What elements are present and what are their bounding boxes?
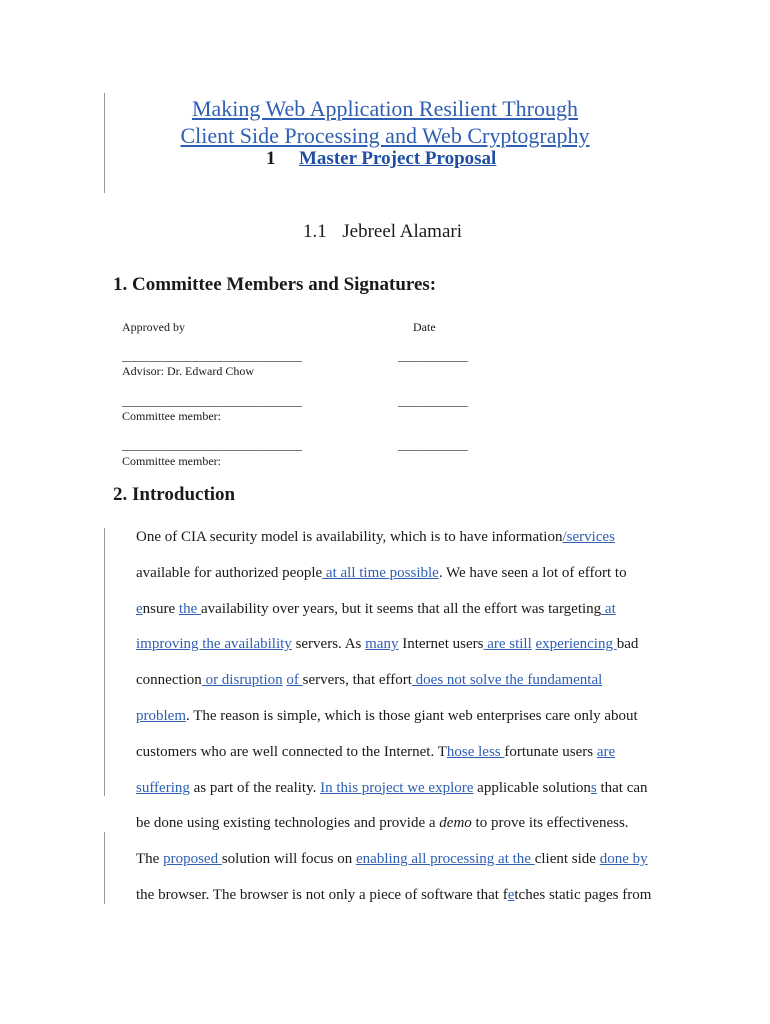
subsection-heading bbox=[303, 221, 462, 243]
tracked-insertion: done by bbox=[599, 851, 648, 868]
text-run: solution will focus on bbox=[221, 851, 356, 868]
text-run: demo bbox=[439, 815, 472, 832]
signature-line: _______________________________ bbox=[122, 438, 302, 452]
text-run: availability over years, but it seems that all the effort was targeting bbox=[201, 600, 602, 617]
document-title-line-1: Making Web Application Resilient Through bbox=[191, 96, 579, 121]
text-run: . We have seen a lot of effort to bbox=[438, 564, 627, 581]
text-run: client side bbox=[534, 851, 600, 868]
date-line: ____________ bbox=[398, 394, 468, 408]
text-run: nsure bbox=[142, 600, 179, 617]
tracked-insertion: of bbox=[286, 672, 303, 689]
tracked-insertion: e bbox=[136, 600, 143, 617]
text-run: connection bbox=[136, 672, 202, 689]
text-run: as part of the reality. bbox=[189, 779, 321, 796]
tracked-insertion: hose less bbox=[446, 743, 505, 760]
approved-by-label: Approved by bbox=[122, 320, 185, 334]
tracked-insertion: enabling all processing at the bbox=[356, 851, 535, 868]
introduction-heading: 2. Introduction bbox=[113, 484, 236, 505]
paragraph-line bbox=[136, 851, 648, 868]
paragraph-line bbox=[136, 780, 648, 797]
date-label: Date bbox=[413, 320, 436, 334]
paragraph-line bbox=[136, 708, 638, 725]
paragraph-line bbox=[136, 744, 615, 761]
committee-heading: 1. Committee Members and Signatures: bbox=[113, 274, 437, 295]
tracked-insertion: /services bbox=[562, 529, 615, 545]
text-run: One of CIA security model is availability, which is to have information bbox=[136, 529, 563, 545]
text-run: that can bbox=[596, 779, 648, 796]
document-title-line-2: Client Side Processing and Web Cryptography bbox=[180, 123, 590, 148]
text-run: to prove its effectiveness. bbox=[471, 815, 629, 832]
tracked-insertion: problem bbox=[136, 708, 186, 724]
subsection-number: 1.1 bbox=[303, 221, 327, 242]
text-run: be done using existing technologies and provide a bbox=[136, 815, 440, 832]
paragraph-line bbox=[136, 601, 616, 618]
text-run: customers who are well connected to the Internet. T bbox=[136, 743, 447, 760]
tracked-insertion: s bbox=[590, 779, 597, 796]
text-run: fortunate users bbox=[504, 743, 597, 760]
tracked-insertion: the bbox=[178, 600, 201, 617]
text-run: available for authorized people bbox=[136, 564, 323, 581]
signature-role: Committee member: bbox=[122, 454, 221, 468]
paragraph-line bbox=[136, 815, 629, 832]
tracked-insertion: at bbox=[601, 600, 616, 617]
change-bar bbox=[104, 528, 105, 796]
change-bar bbox=[104, 832, 105, 904]
section-title: Master Project Proposal bbox=[299, 148, 497, 169]
tracked-insertion: In this project we explore bbox=[320, 779, 474, 796]
paragraph-line bbox=[136, 565, 627, 582]
signature-line: _______________________________ bbox=[122, 349, 302, 363]
paragraph-line bbox=[136, 887, 651, 904]
text-run: . The reason is simple, which is those giant web enterprises care only about bbox=[186, 708, 638, 724]
paragraph-line bbox=[136, 529, 615, 546]
signature-role: Advisor: Dr. Edward Chow bbox=[122, 364, 254, 378]
section-heading bbox=[266, 148, 496, 170]
text-run: Internet users bbox=[398, 636, 484, 653]
section-number: 1 bbox=[266, 148, 276, 169]
signature-role: Committee member: bbox=[122, 409, 221, 423]
paragraph-line bbox=[136, 636, 638, 653]
tracked-insertion: e bbox=[507, 887, 515, 903]
subsection-title: Jebreel Alamari bbox=[342, 221, 463, 242]
text-run: the browser. The browser is not only a piece of software that f bbox=[136, 887, 508, 903]
text-run: tches static pages from bbox=[514, 887, 652, 903]
tracked-insertion: experiencing bbox=[535, 636, 617, 653]
date-line: ____________ bbox=[398, 438, 468, 452]
tracked-insertion: proposed bbox=[163, 851, 222, 868]
tracked-insertion: many bbox=[365, 636, 399, 653]
tracked-insertion: are still bbox=[483, 636, 532, 653]
text-run: bad bbox=[616, 636, 639, 653]
tracked-insertion: are bbox=[596, 743, 616, 760]
tracked-insertion: improving the availability bbox=[136, 636, 292, 653]
date-line: ____________ bbox=[398, 349, 468, 363]
paragraph-line bbox=[136, 672, 602, 689]
tracked-insertion: at all time possible bbox=[322, 564, 439, 581]
text-run: servers, that effort bbox=[302, 672, 412, 689]
text-run: The bbox=[136, 851, 164, 868]
text-run: applicable solution bbox=[473, 779, 591, 796]
text-run: servers. As bbox=[291, 636, 366, 653]
tracked-insertion: suffering bbox=[136, 779, 190, 796]
tracked-insertion: or disruption bbox=[201, 672, 283, 689]
tracked-insertion: does not solve the fundamental bbox=[411, 672, 603, 689]
signature-line: _______________________________ bbox=[122, 394, 302, 408]
